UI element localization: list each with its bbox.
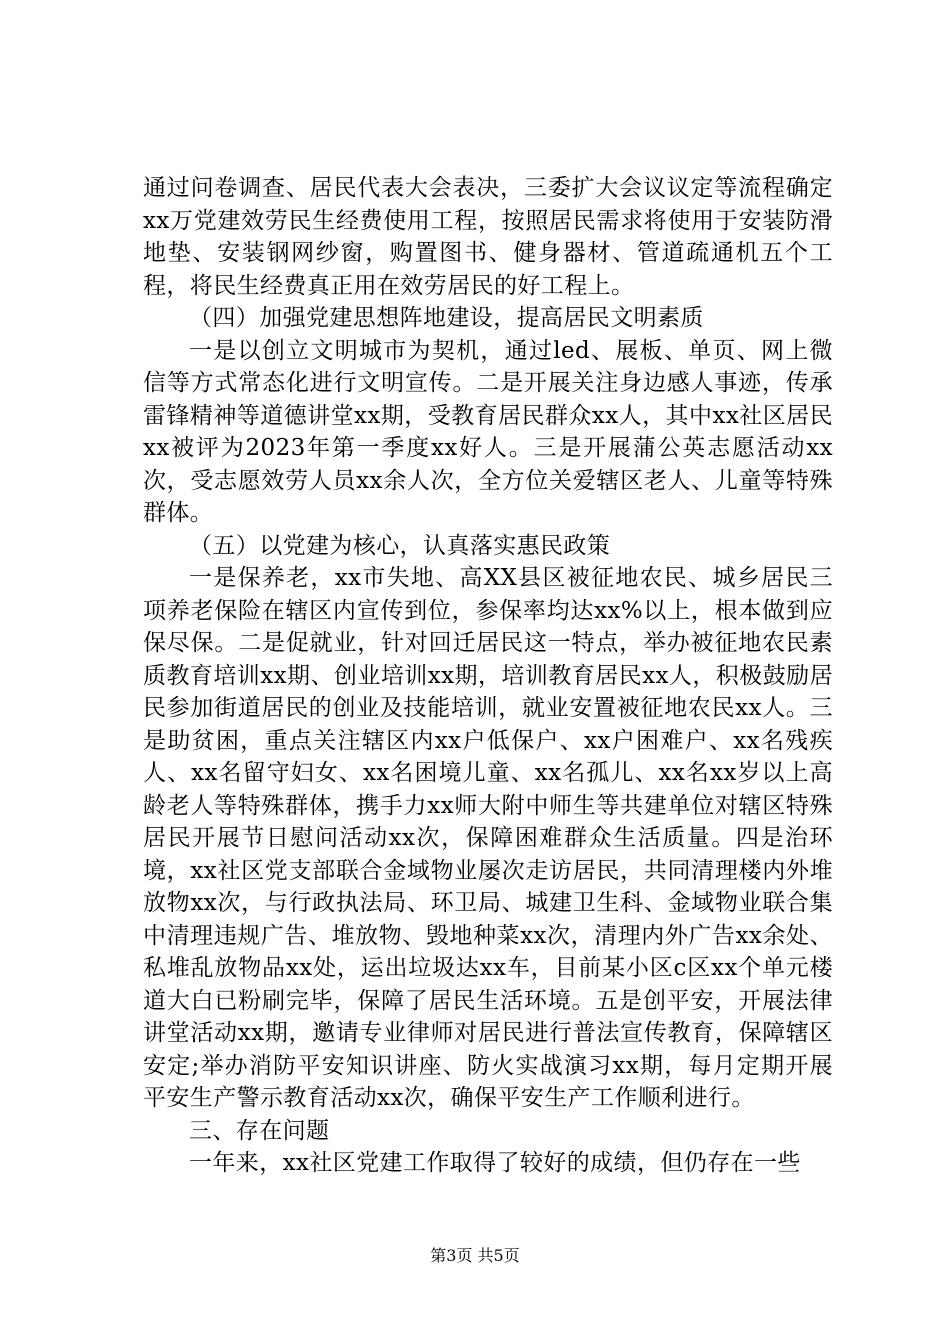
paragraph-policies: 一是保养老，xx市失地、高XX县区被征地农民、城乡居民三项养老保险在辖区内宣传到位，参保率均达xx%以上，根本做到应保尽保。二是促就业，针对回迁居民这一特点，举办被征地农民素质教育培训xx期、创业培训xx期，培训教育居民xx人，积极鼓励居民参加街道居民的创业及技能培训，就业安置被征地农民xx人。三是助贫困，重点关注辖区内xx户低保户、xx户困难户、xx名残疾人、xx名留守妇女、xx名困境儿童、xx名孤儿、xx名xx岁以上高龄老人等特殊群体，携手力xx师大附中师生等共建单位对辖区特殊居民开展节日慰问活动xx次，保障困难群众生活质量。四是治环境，xx社区党支部联合金域物业屡次走访居民，共同清理楼内外堆放物xx次，与行政执法局、环卫局、城建卫生科、金域物业联合集中清理违规广告、堆放物、毁地种菜xx次，清理内外广告xx余处、私堆乱放物品xx处，运出垃圾达xx车，目前某小区c区xx个单元楼道大白已粉刷完毕，保障了居民生活环境。五是创平安，开展法律讲堂活动xx期，邀请专业律师对居民进行普法宣传教育，保障辖区安定;举办消防平安知识讲座、防火实战演习xx期，每月定期开展平安生产警示教育活动xx次，确保平安生产工作顺利进行。 [143, 565, 833, 1111]
paragraph-civilization: 一是以创立文明城市为契机，通过led、展板、单页、网上微信等方式常态化进行文明宣传。二是开展关注身边感人事迹，传承雷锋精神等道德讲堂xx期，受教育居民群众xx人，其中xx社区居民xx被评为2023年第一季度xx好人。三是开展蒲公英志愿活动xx次，受志愿效劳人员xx余人次，全方位关爱辖区老人、儿童等特殊群体。 [143, 337, 833, 526]
section-heading-problems: 三、存在问题 [189, 1117, 330, 1144]
paragraph-problems: 一年来，xx社区党建工作取得了较好的成绩，但仍存在一些 [189, 1150, 801, 1176]
document-body [143, 172, 833, 1180]
section-heading-five: （五）以党建为核心，认真落实惠民政策 [189, 532, 611, 559]
section-heading-four: （四）加强党建思想阵地建设，提高居民文明素质 [189, 305, 704, 331]
page-footer: 第3页 共5页 [430, 1246, 520, 1265]
paragraph-continuation: 通过问卷调查、居民代表大会表决，三委扩大会议议定等流程确定xx万党建效劳民生经费使用工程，按照居民需求将使用于安装防滑地垫、安装钢网纱窗，购置图书、健身器材、管道疏通机五个工程，将民生经费真正用在效劳居民的好工程上。 [143, 175, 833, 299]
